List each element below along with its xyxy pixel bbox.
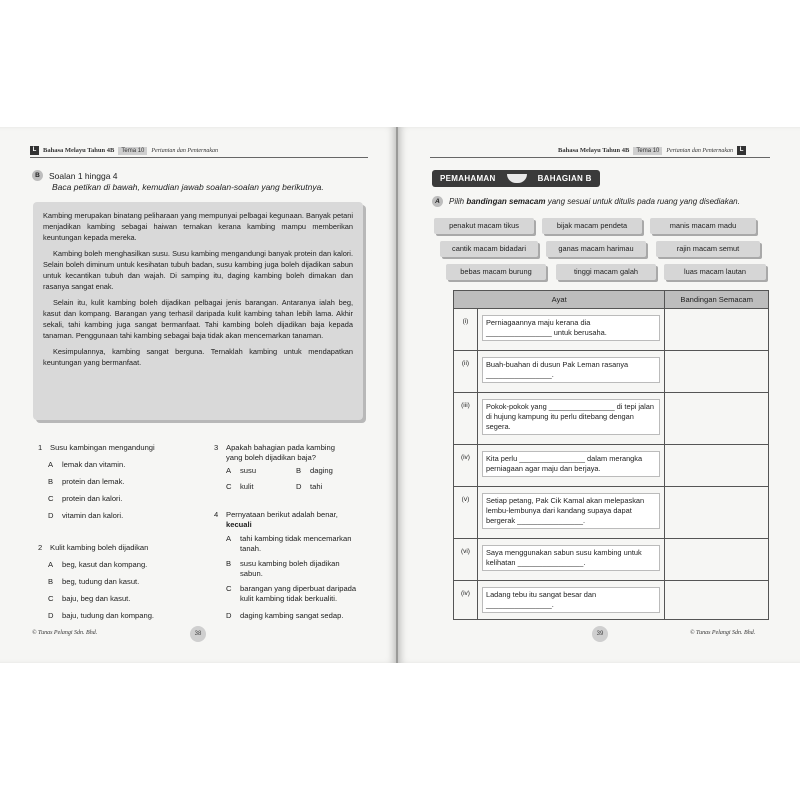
q4-option-d[interactable]: D daging kambing sangat sedap. xyxy=(226,611,344,620)
header-rule xyxy=(30,157,368,158)
table-row: (ii) Buah-buahan di dusun Pak Leman rasanya ________________. xyxy=(454,351,769,393)
question-2: 2 Kulit kambing boleh dijadikan xyxy=(38,543,149,552)
q4-option-a[interactable]: A tahi kambing tidak mencemarkan tanah. xyxy=(226,534,352,553)
passage-paragraph: Kambing boleh menghasilkan susu. Susu kambing mengandungi banyak protein dan kalori. Selain boleh diminum untuk kesihatan tubuh badan, susu kambing juga boleh dijadikan sabun untuk kecantikan tubuh dan wajah. Di samping itu, daging kambing boleh dimakan dan rasanya sangat enak. xyxy=(43,249,353,291)
left-page-number: 38 xyxy=(190,626,206,642)
q1-option-c[interactable]: C protein dan kalori. xyxy=(48,494,123,503)
word-bank-item[interactable]: luas macam lautan xyxy=(664,264,766,280)
reading-passage xyxy=(33,202,363,420)
section-instruction: Baca petikan di bawah, kemudian jawab soalan-soalan yang berikutnya. xyxy=(52,182,324,192)
table-row: (iv) Kita perlu ________________ dalam merangka perniagaan agar maju dan berjaya. xyxy=(454,445,769,487)
publisher-logo-icon: L xyxy=(30,146,39,155)
sentence-text: Setiap petang, Pak Cik Kamal akan melepaskan lembu-lembunya dari kandang supaya dapat bergerak ________________. xyxy=(482,493,660,529)
q4-option-c[interactable]: C barangan yang diperbuat daripada kulit kambing tidak berkualiti. xyxy=(226,584,357,603)
q1-option-d[interactable]: D vitamin dan kalori. xyxy=(48,511,124,520)
passage-paragraph: Kesimpulannya, kambing sangat berguna. Ternaklah kambing untuk mendapatkan keuntungan yang bermanfaat. xyxy=(43,347,353,367)
answer-cell[interactable] xyxy=(665,539,769,581)
answer-cell[interactable] xyxy=(665,487,769,539)
word-bank-item[interactable]: cantik macam bidadari xyxy=(440,241,538,257)
left-footer: © Tunas Pelangi Sdn. Bhd. xyxy=(32,630,98,636)
table-row: (vi) Saya menggunakan sabun susu kambing untuk kelihatan ________________. xyxy=(454,539,769,581)
q3-option-d[interactable]: D tahi xyxy=(296,482,323,491)
passage-paragraph: Selain itu, kulit kambing boleh dijadikan pelbagai jenis barangan. Antaranya ialah beg, kasut dan kompang. Barangan yang terhasil daripada kulit kambing tahan lebih lama. Akhir sekali, tahi kambing juga sangat bermanfaat. Tahi kambing boleh dijadikan baja kepada tanaman. Penggunaan tahi kambing sebagai baja tidak akan mencemarkan tanaman. xyxy=(43,298,353,340)
answer-cell[interactable] xyxy=(665,393,769,445)
q2-option-a[interactable]: A beg, kasut dan kompang. xyxy=(48,560,148,569)
q3-option-c[interactable]: C kulit xyxy=(226,482,254,491)
word-bank-item[interactable]: ganas macam harimau xyxy=(546,241,646,257)
answer-table xyxy=(453,290,769,620)
q1-option-a[interactable]: A lemak dan vitamin. xyxy=(48,460,126,469)
q2-option-b[interactable]: B beg, tudung dan kasut. xyxy=(48,577,140,586)
header-rule xyxy=(430,157,770,158)
header-subject: Bahasa Melayu Tahun 4B xyxy=(43,147,115,154)
column-header-bandingan: Bandingan Semacam xyxy=(665,291,769,309)
word-bank-item[interactable]: rajin macam semut xyxy=(656,241,760,257)
section-instruction: A Pilih bandingan semacam yang sesuai untuk ditulis pada ruang yang disediakan. xyxy=(432,196,740,207)
answer-cell[interactable] xyxy=(665,351,769,393)
section-title-text: Soalan 1 hingga 4 xyxy=(49,170,118,181)
sentence-text: Pokok-pokok yang ________________ di tepi jalan di hujung kampung itu perlu ditebang dengan segera. xyxy=(482,399,660,435)
sentence-text: Perniagaannya maju kerana dia ________________ untuk berusaha. xyxy=(482,315,660,341)
table-row: (iv) Ladang tebu itu sangat besar dan ________________. xyxy=(454,581,769,620)
question-1: 1 Susu kambingan mengandungi xyxy=(38,443,155,452)
q4-option-b[interactable]: B susu kambing boleh dijadikan sabun. xyxy=(226,559,340,578)
section-title xyxy=(32,170,118,181)
section-letter-badge: B xyxy=(32,170,43,181)
sentence-text: Saya menggunakan sabun susu kambing untuk kelihatan ________________. xyxy=(482,545,660,571)
sentence-text: Buah-buahan di dusun Pak Leman rasanya ________________. xyxy=(482,357,660,383)
answer-cell[interactable] xyxy=(665,309,769,351)
passage-paragraph: Kambing merupakan binatang peliharaan yang mempunyai pelbagai kegunaan. Banyak petani menjadikan kambing sebagai haiwan ternakan kerana kambing mampu memberikan keuntungan kepada mereka. xyxy=(43,211,353,242)
word-bank-item[interactable]: penakut macam tikus xyxy=(434,218,534,234)
q3-option-b[interactable]: B daging xyxy=(296,466,333,475)
sentence-text: Ladang tebu itu sangat besar dan ________________. xyxy=(482,587,660,613)
q2-option-d[interactable]: D baju, tudung dan kompang. xyxy=(48,611,155,620)
question-3: 3 Apakah bahagian pada kambing yang boleh dijadikan baja? xyxy=(214,443,335,462)
publisher-logo-icon: L xyxy=(737,146,746,155)
left-page-header xyxy=(30,146,218,155)
q4-keyword: kecuali xyxy=(226,520,252,529)
column-header-ayat: Ayat xyxy=(454,291,665,309)
right-footer: © Tunas Pelangi Sdn. Bhd. xyxy=(690,630,756,636)
header-topic: Pertanian dan Penternakan xyxy=(151,147,219,154)
banner-right-text: BAHAGIAN B xyxy=(530,170,600,187)
word-bank-item[interactable]: bebas macam burung xyxy=(446,264,546,280)
table-row: (i) Perniagaannya maju kerana dia ________________ untuk berusaha. xyxy=(454,309,769,351)
header-tema: Tema 10 xyxy=(118,147,147,155)
book-gutter xyxy=(396,127,398,663)
table-row: (v) Setiap petang, Pak Cik Kamal akan melepaskan lembu-lembunya dari kandang supaya dapat bergerak ________________. xyxy=(454,487,769,539)
q1-option-b[interactable]: B protein dan lemak. xyxy=(48,477,125,486)
answer-cell[interactable] xyxy=(665,581,769,620)
sentence-text: Kita perlu ________________ dalam merangka perniagaan agar maju dan berjaya. xyxy=(482,451,660,477)
section-letter-badge: A xyxy=(432,196,443,207)
table-row: (iii) Pokok-pokok yang ________________ di tepi jalan di hujung kampung itu perlu ditebang dengan segera. xyxy=(454,393,769,445)
section-banner xyxy=(432,170,600,187)
question-4: 4 Pernyataan berikut adalah benar, kecuali xyxy=(214,510,338,529)
bowl-icon xyxy=(504,170,530,187)
q3-option-a[interactable]: A susu xyxy=(226,466,257,475)
q2-option-c[interactable]: C baju, beg dan kasut. xyxy=(48,594,131,603)
right-page-number: 39 xyxy=(592,626,608,642)
word-bank-item[interactable]: manis macam madu xyxy=(650,218,756,234)
word-bank-item[interactable]: tinggi macam galah xyxy=(556,264,656,280)
right-page-header: Bahasa Melayu Tahun 4B Tema 10 Pertanian dan Penternakan L xyxy=(558,146,746,155)
answer-cell[interactable] xyxy=(665,445,769,487)
banner-left-text: PEMAHAMAN xyxy=(432,170,504,187)
word-bank-item[interactable]: bijak macam pendeta xyxy=(542,218,642,234)
